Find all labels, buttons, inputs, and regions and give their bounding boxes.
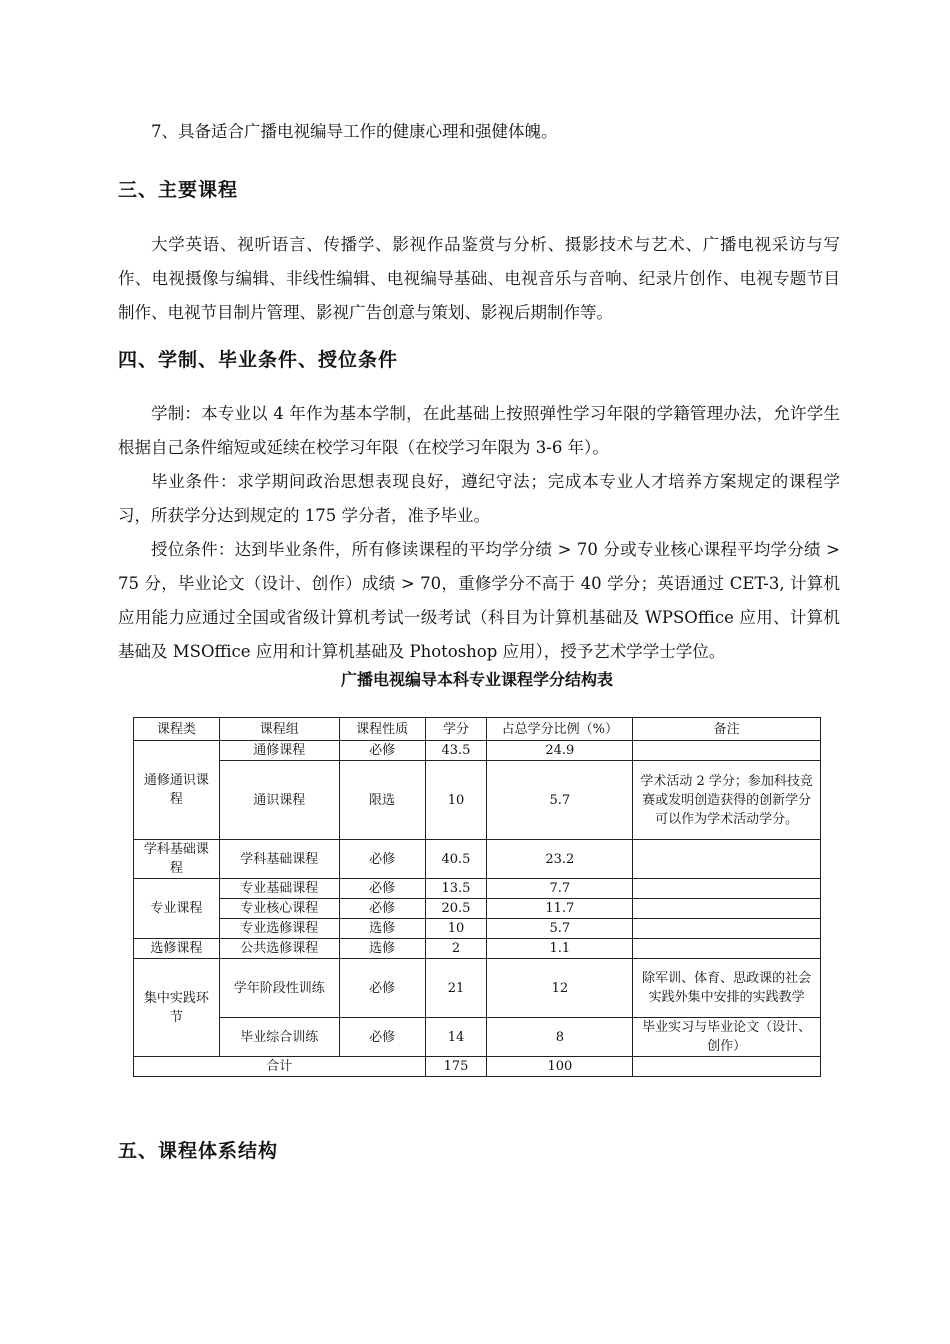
section-5-heading: 五、课程体系结构 — [118, 1140, 279, 1162]
table-title: 广播电视编导本科专业课程学分结构表 — [340, 670, 613, 689]
group-cell: 公共选修课程 — [219, 939, 339, 959]
note-cell — [633, 741, 821, 761]
table-row — [134, 939, 821, 959]
ratio-cell: 24.9 — [487, 741, 633, 761]
note-cell: 学术活动 2 学分；参加科技竞赛或发明创造获得的创新学分可以作为学术活动学分。 — [633, 761, 821, 840]
ratio-cell: 5.7 — [487, 761, 633, 840]
table-row — [134, 741, 821, 761]
table-header-row — [134, 718, 821, 741]
group-cell: 专业核心课程 — [219, 899, 339, 919]
group-cell: 毕业综合训练 — [219, 1018, 339, 1057]
table-row — [134, 919, 821, 939]
table-row — [134, 840, 821, 879]
category-cell: 集中实践环节 — [134, 959, 220, 1057]
ratio-cell: 5.7 — [487, 919, 633, 939]
note-cell: 毕业实习与毕业论文（设计、创作） — [633, 1018, 821, 1057]
credit-cell: 2 — [425, 939, 487, 959]
note-cell — [633, 899, 821, 919]
ratio-cell: 8 — [487, 1018, 633, 1057]
table-row — [134, 1018, 821, 1057]
table-row — [134, 959, 821, 1018]
group-cell: 学科基础课程 — [219, 840, 339, 879]
ratio-cell: 12 — [487, 959, 633, 1018]
main-courses-paragraph: 大学英语、视听语言、传播学、影视作品鉴赏与分析、摄影技术与艺术、广播电视采访与写作、电视摄像与编辑、非线性编辑、电视编导基础、电视音乐与音响、纪录片创作、电视专题节目制作、电视节目制片管理、影视广告创意与策划、影视后期制作等。 — [118, 235, 840, 322]
ratio-cell: 23.2 — [487, 840, 633, 879]
graduation-paragraph: 毕业条件：求学期间政治思想表现良好，遵纪守法；完成本专业人才培养方案规定的课程学习，所获学分达到规定的 175 学分者，准予毕业。 — [118, 472, 840, 525]
table-row — [134, 899, 821, 919]
header-nature: 课程性质 — [339, 718, 425, 741]
group-cell: 学年阶段性训练 — [219, 959, 339, 1018]
note-cell — [633, 840, 821, 879]
group-cell: 通修课程 — [219, 741, 339, 761]
schooling-paragraph: 学制：本专业以 4 年作为基本学制，在此基础上按照弹性学习年限的学籍管理办法，允许学生根据自己条件缩短或延续在校学习年限（在校学习年限为 3-6 年）。 — [118, 404, 840, 457]
table-total-row — [134, 1057, 821, 1077]
category-cell: 通修通识课程 — [134, 741, 220, 840]
nature-cell: 选修 — [339, 919, 425, 939]
credit-cell: 10 — [425, 761, 487, 840]
nature-cell: 必修 — [339, 840, 425, 879]
table-row — [134, 761, 821, 840]
credit-cell: 40.5 — [425, 840, 487, 879]
nature-cell: 选修 — [339, 939, 425, 959]
category-cell: 选修课程 — [134, 939, 220, 959]
header-note: 备注 — [633, 718, 821, 741]
nature-cell: 必修 — [339, 879, 425, 899]
group-cell: 专业基础课程 — [219, 879, 339, 899]
group-cell: 专业选修课程 — [219, 919, 339, 939]
credit-cell: 14 — [425, 1018, 487, 1057]
header-credit: 学分 — [425, 718, 487, 741]
note-cell — [633, 939, 821, 959]
ratio-cell: 7.7 — [487, 879, 633, 899]
item-7: 7、具备适合广播电视编导工作的健康心理和强健体魄。 — [151, 122, 558, 141]
credit-cell: 21 — [425, 959, 487, 1018]
total-ratio-cell: 100 — [487, 1057, 633, 1077]
credit-cell: 10 — [425, 919, 487, 939]
table-row — [134, 879, 821, 899]
group-cell: 通识课程 — [219, 761, 339, 840]
header-group: 课程组 — [219, 718, 339, 741]
section-4-heading: 四、学制、毕业条件、授位条件 — [118, 349, 399, 371]
credit-cell: 20.5 — [425, 899, 487, 919]
total-note-cell — [633, 1057, 821, 1077]
degree-paragraph: 授位条件：达到毕业条件，所有修读课程的平均学分绩 > 70 分或专业核心课程平均学分绩 > 75 分，毕业论文（设计、创作）成绩 > 70，重修学分不高于 40 学分；英语通过 CET-3, 计算机应用能力应通过全国或省级计算机考试一级考试（科目为计算机基础及 WPSOffice 应用、计算机基础及 MSOffice 应用和计算机基础及 Photoshop 应用），授予艺术学学士学位。 — [118, 540, 840, 661]
nature-cell: 必修 — [339, 1018, 425, 1057]
ratio-cell: 11.7 — [487, 899, 633, 919]
header-ratio: 占总学分比例（%） — [487, 718, 633, 741]
credit-cell: 43.5 — [425, 741, 487, 761]
header-category: 课程类 — [134, 718, 220, 741]
note-cell — [633, 879, 821, 899]
total-credit-cell: 175 — [425, 1057, 487, 1077]
nature-cell: 必修 — [339, 741, 425, 761]
category-cell: 学科基础课程 — [134, 840, 220, 879]
total-label-cell: 合计 — [134, 1057, 426, 1077]
category-cell: 专业课程 — [134, 879, 220, 939]
note-cell — [633, 919, 821, 939]
nature-cell: 必修 — [339, 959, 425, 1018]
credit-cell: 13.5 — [425, 879, 487, 899]
nature-cell: 限选 — [339, 761, 425, 840]
nature-cell: 必修 — [339, 899, 425, 919]
ratio-cell: 1.1 — [487, 939, 633, 959]
note-cell: 除军训、体育、思政课的社会实践外集中安排的实践教学 — [633, 959, 821, 1018]
section-3-heading: 三、主要课程 — [118, 179, 239, 201]
credit-structure-table — [133, 717, 821, 1077]
